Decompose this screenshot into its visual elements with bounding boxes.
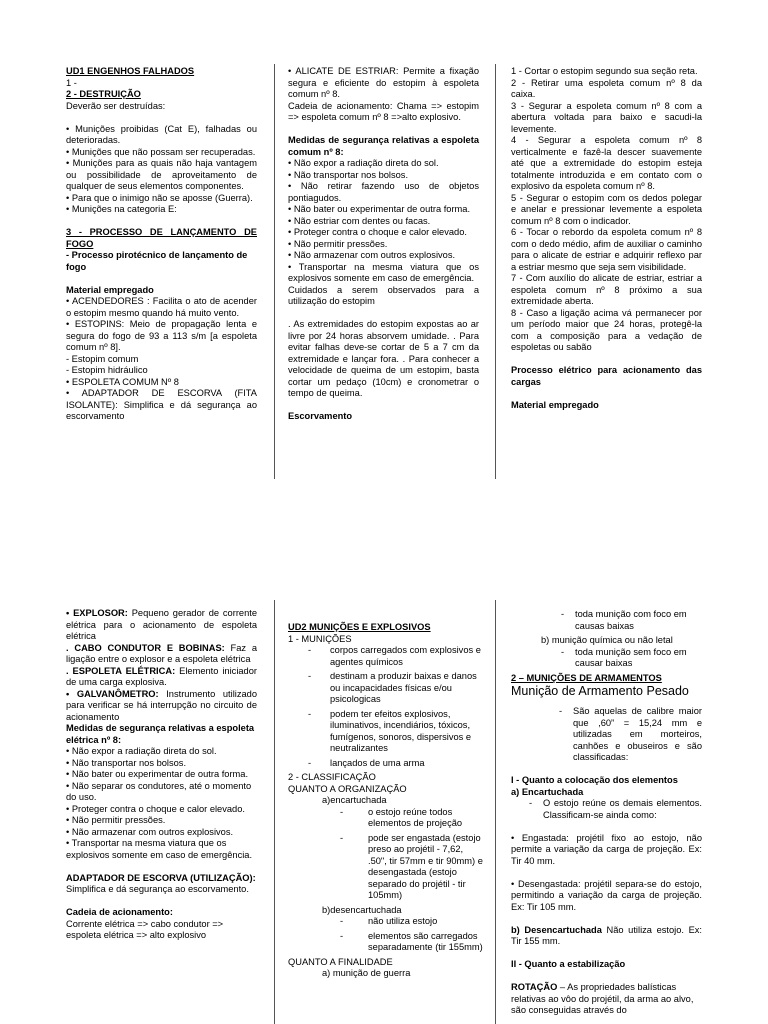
- cadeia-heading: Cadeia de acionamento:: [66, 907, 173, 917]
- desengastada-text: • Desengastada: projétil separa-se do estojo, permitindo a variação da carga de projeção. Ex: Tir 105 mm.: [511, 878, 702, 912]
- cadeia-text: Corrente elétrica => cabo condutor => espoleta elétrica => alto explosivo: [66, 918, 224, 940]
- step-item: 3 - Segurar a espoleta comum nº 8 com a abertura voltada para baixo e sacudi-la levemente.: [511, 100, 702, 134]
- destruction-intro: Deverão ser destruídas:: [66, 100, 166, 111]
- list-item: - podem ter efeitos explosivos, iluminativos, incendiários, tóxicos, fumígenos, sonoros, dispersivos e neutralizantes: [308, 709, 484, 755]
- list-item: - toda munição com foco em causas baixas: [561, 609, 702, 632]
- list-item: • Não expor a radiação direta do sol.: [288, 158, 439, 168]
- top-column-3: [511, 66, 702, 411]
- item-1: 1 - MUNIÇÕES: [288, 633, 352, 644]
- alicate-text: • ALICATE DE ESTRIAR: Permite a fixação segura e eficiente do estopim à espoleta comum nº 8.: [288, 66, 479, 99]
- process-subheading: - Processo pirotécnico de lançamento de fogo: [66, 250, 248, 272]
- desencartuchada-text: b) Desencartuchada Não utiliza estojo. Ex: Tir 155 mm.: [511, 924, 702, 946]
- list-item: - o estojo reúne todos elementos de projeção: [340, 807, 484, 830]
- list-item: • Proteger contra o choque e calor elevado.: [66, 803, 245, 814]
- bottom-column-1: [66, 608, 257, 942]
- escorvamento-heading: Escorvamento: [288, 411, 353, 421]
- list-item: - O estojo reúne os demais elementos. Classificam-se ainda como:: [529, 798, 702, 821]
- unit-title: UD1 ENGENHOS FALHADOS: [66, 66, 195, 76]
- pesado-heading: Munição de Armamento Pesado: [511, 684, 689, 698]
- quimica-label: b) munição química ou não letal: [541, 635, 673, 645]
- list-item: • Proteger contra o choque e calor elevado.: [288, 227, 467, 237]
- encartuchada-label: a)encartuchada: [322, 795, 387, 805]
- list-item: • Munições que não possam ser recuperadas.: [66, 146, 256, 157]
- finalidade-heading: QUANTO A FINALIDADE: [288, 956, 393, 967]
- list-item: - lançados de uma arma: [308, 758, 484, 770]
- list-item: • Não estriar com dentes ou facas.: [288, 215, 431, 226]
- list-item: • Não separar os condutores, até o momento do uso.: [66, 780, 252, 802]
- care-text: . As extremidades do estopim expostas ao ar livre por 24 horas absorvem umidade. . Para evitar falhas deve-se cortar de 5 a 7 cm da extremidade e lançar fora. . Para conhecer a velocidade de queima de um estopim, basta cortar um pedaço (10cm) e cronometrar o tempo de queima.: [288, 319, 479, 398]
- bottom-column-2: [288, 622, 484, 980]
- safety-heading: Medidas de segurança relativas a espoleta comum nº 8:: [288, 135, 479, 157]
- cadeia-text: Cadeia de acionamento: Chama => estopim => espoleta comum nº 8 =>alto explosivo.: [288, 100, 479, 122]
- item-1: 1 -: [66, 77, 77, 88]
- safety-heading: Medidas de segurança relativas a espoleta elétrica nº 8:: [66, 723, 255, 745]
- list-item: - Estopim comum: [66, 353, 139, 364]
- list-item: • Não permitir pressões.: [66, 815, 166, 825]
- column-divider-bottom-left: [274, 600, 275, 1024]
- list-item: • ESTOPINS: Meio de propagação lenta e segura do fogo de 93 a 113 s/m [a espoleta comum nº 8].: [66, 319, 257, 352]
- rotacao-text: ROTAÇÃO – As propriedades balísticas relativas ao vôo do projétil, da arma ao alvo, são conseguidas através do: [511, 982, 694, 1015]
- list-item: Cuidados a serem observados para a utilização do estopim: [288, 284, 479, 306]
- list-item: • Transportar na mesma viatura que os explosivos somente em caso de emergência.: [288, 261, 479, 283]
- list-item: • Não transportar nos bolsos.: [66, 757, 187, 768]
- top-column-2: [288, 66, 479, 423]
- list-item: • Munições proibidas (Cat E), falhadas ou deterioradas.: [66, 123, 257, 145]
- step-item: 2 - Retirar uma espoleta comum nº 8 da caixa.: [511, 77, 702, 99]
- colocacao-heading: I - Quanto a colocação dos elementos: [511, 775, 678, 785]
- engastada-text: • Engastada: projétil fixo ao estojo, não permite a variação da carga de projeção. Ex: Tir 40 mm.: [511, 832, 702, 866]
- list-item: • Não transportar nos bolsos.: [288, 169, 409, 180]
- galvanometro-text: • GALVANÔMETRO: Instrumento utilizado para verificar se há interrupção no circuito de acionamento: [66, 688, 258, 722]
- explosor-text: • EXPLOSOR: Pequeno gerador de corrente elétrica para o acionamento de espoleta elétrica: [66, 608, 258, 641]
- list-item: - pode ser engastada (estojo preso ao projétil - 7,62, .50", tir 57mm e tir 90mm) e desengastada (estojo separado do projétil - tir 105mm): [340, 833, 484, 902]
- electric-heading: Processo elétrico para acionamento das cargas: [511, 365, 702, 387]
- step-item: 4 - Segurar a espoleta comum nº 8 verticalmente e fazê-la descer suavemente até que a extremidade do estopim esteja totalmente introduzida e em contato com o explosivo da espoleta comum nº 8.: [511, 135, 702, 191]
- material-heading: Material empregado: [66, 284, 154, 295]
- top-column-1: [66, 66, 257, 423]
- step-item: 5 - Segurar o estopim com os dedos polegar e anelar e pressionar levemente a espoleta comum nº 8 com o indicador.: [511, 192, 702, 226]
- column-divider-top-left: [274, 64, 275, 479]
- desencartuchada-label: b)desencartuchada: [322, 904, 402, 915]
- item-2: 2 - CLASSIFICAÇÃO: [288, 772, 376, 782]
- list-item: - corpos carregados com explosivos e agentes químicos: [308, 645, 484, 668]
- list-item: • Transportar na mesma viatura que os explosivos somente em caso de emergência.: [66, 838, 253, 860]
- list-item: - Estopim hidráulico: [66, 365, 148, 375]
- step-item: 1 - Cortar o estopim segundo sua seção reta.: [511, 66, 698, 76]
- org-heading: QUANTO A ORGANIZAÇÃO: [288, 783, 407, 794]
- list-item: • Munições para as quais não haja vantagem ou possibilidade de aproveitamento de qualquer de seus elementos componentes.: [66, 158, 257, 191]
- list-item: • Não permitir pressões.: [288, 238, 388, 249]
- estabilizacao-heading: II - Quanto a estabilização: [511, 959, 626, 969]
- unit-title: UD2 MUNIÇÕES E EXPLOSIVOS: [288, 622, 431, 632]
- process-heading: 3 - PROCESSO DE LANÇAMENTO DE FOGO: [66, 227, 257, 249]
- espoleta-text: . ESPOLETA ELÉTRICA: Elemento iniciador de uma carga explosiva.: [66, 665, 257, 687]
- list-item: • ADAPTADOR DE ESCORVA (FITA ISOLANTE): Simplifica e dá segurança ao escorvamento: [66, 388, 257, 421]
- list-item: • Não retirar fazendo uso de objetos pontiagudos.: [288, 181, 479, 203]
- encartuchada-heading: a) Encartuchada: [511, 786, 584, 797]
- list-item: • Não armazenar com outros explosivos.: [66, 826, 234, 837]
- cabo-text: . CABO CONDUTOR E BOBINAS: Faz a ligação entre o explosor e a espoleta elétrica: [66, 642, 258, 664]
- list-item: • Não bater ou experimentar de outra forma.: [288, 204, 471, 214]
- list-item: - não utiliza estojo: [340, 916, 484, 928]
- list-item: • Munições na categoria E:: [66, 204, 177, 214]
- list-item: - São aquelas de calibre maior que ,60” = 15,24 mm e utilizadas em morteiros, canhões e obuseiros e são classificadas:: [559, 706, 702, 764]
- list-item: - elementos são carregados separadamente (tir 155mm): [340, 931, 484, 954]
- column-divider-bottom-right: [495, 600, 496, 1024]
- step-item: 8 - Caso a ligação acima vá permanecer por um período maior que 24 horas, protegê-la com a composição para a vedação de espoletas ou sabão: [511, 307, 702, 352]
- material-heading: Material empregado: [511, 399, 599, 410]
- list-item: • Não bater ou experimentar de outra forma.: [66, 769, 249, 779]
- step-item: 6 - Tocar o rebordo da espoleta comum nº 8 com o dedo médio, afim de auxiliar o caminho para o alicate de estriar e adquirir reflexo par a estriar mesmo que seja sem visibilidade.: [511, 227, 702, 272]
- list-item: • ESPOLETA COMUM Nº 8: [66, 376, 179, 387]
- list-item: • Não expor a radiação direta do sol.: [66, 746, 217, 756]
- guerra-label: a) munição de guerra: [322, 968, 411, 978]
- list-item: • ACENDEDORES : Facilita o ato de acender o estopim mesmo quando há muito vento.: [66, 296, 257, 318]
- bottom-column-3: [511, 609, 702, 1017]
- destruction-heading: 2 - DESTRUIÇÃO: [66, 89, 141, 99]
- adaptador-text: ADAPTADOR DE ESCORVA (UTILIZAÇÃO): Simplifica e dá segurança ao escorvamento.: [66, 872, 256, 894]
- column-divider-top-right: [495, 64, 496, 479]
- step-item: 7 - Com auxílio do alicate de estriar, estriar a espoleta comum nº 8 próximo a sua extremidade aberta.: [511, 273, 702, 306]
- list-item: - toda munição sem foco em causar baixas: [561, 647, 702, 670]
- list-item: - destinam a produzir baixas e danos ou incapacidades físicas e/ou psicologicas: [308, 671, 484, 706]
- list-item: • Não armazenar com outros explosivos.: [288, 250, 456, 260]
- list-item: • Para que o inimigo não se aposse (Guerra).: [66, 192, 253, 203]
- munitions-heading: 2 – MUNIÇÕES DE ARMAMENTOS: [511, 672, 662, 683]
